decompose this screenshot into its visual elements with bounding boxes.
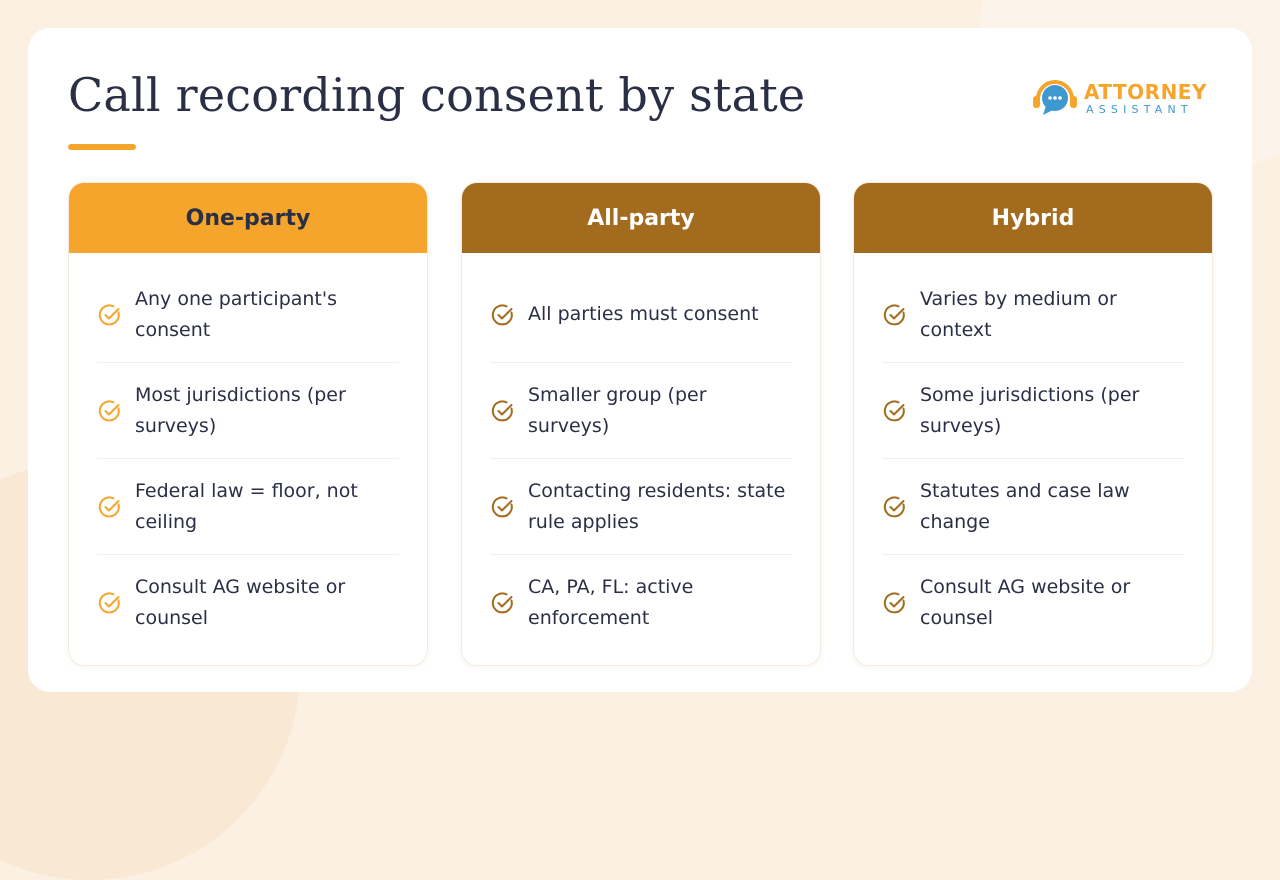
item-text: Federal law = floor, not ceiling [135,479,358,533]
logo-wordmark: ATTORNEY [1084,80,1207,104]
item-text: Consult AG website or counsel [920,575,1131,629]
list-item [490,267,792,363]
check-circle-icon [97,302,123,328]
slide-panel [28,28,1252,692]
item-text: CA, PA, FL: active enforcement [528,575,694,629]
item-text: Contacting residents: state rule applies [528,479,786,533]
item-text: Some jurisdictions (per surveys) [920,383,1140,437]
list-item [97,459,399,555]
check-circle-icon [490,398,516,424]
item-text: Any one participant's consent [135,287,338,341]
check-circle-icon [97,590,123,616]
list-item [97,555,399,650]
card-item-list [69,253,427,650]
card-one-party [68,182,428,666]
check-circle-icon [490,302,516,328]
item-text: Consult AG website or counsel [135,575,346,629]
card-item-list [462,253,820,650]
list-item [490,363,792,459]
item-text: All parties must consent [528,303,759,325]
item-text: Most jurisdictions (per surveys) [135,383,346,437]
check-circle-icon [97,494,123,520]
card-heading: All-party [462,183,820,253]
list-item [97,363,399,459]
card-all-party [461,182,821,666]
check-circle-icon [490,590,516,616]
check-circle-icon [882,398,908,424]
card-heading: Hybrid [854,183,1212,253]
list-item [490,459,792,555]
item-text: Statutes and case law change [920,479,1130,533]
logo-subtitle: ASSISTANT [1086,103,1193,116]
list-item [882,267,1184,363]
list-item [882,555,1184,650]
check-circle-icon [882,590,908,616]
card-item-list [854,253,1212,650]
logo [1030,72,1220,124]
check-circle-icon [882,302,908,328]
check-circle-icon [490,494,516,520]
list-item [490,555,792,650]
list-item [97,267,399,363]
headset-chat-icon [1030,72,1080,122]
card-hybrid [853,182,1213,666]
card-heading: One-party [69,183,427,253]
check-circle-icon [97,398,123,424]
title-underline [68,144,136,150]
item-text: Smaller group (per surveys) [528,383,707,437]
consent-cards [68,182,1212,666]
page-title: Call recording consent by state [68,68,806,122]
check-circle-icon [882,494,908,520]
item-text: Varies by medium or context [920,287,1117,341]
list-item [882,363,1184,459]
list-item [882,459,1184,555]
